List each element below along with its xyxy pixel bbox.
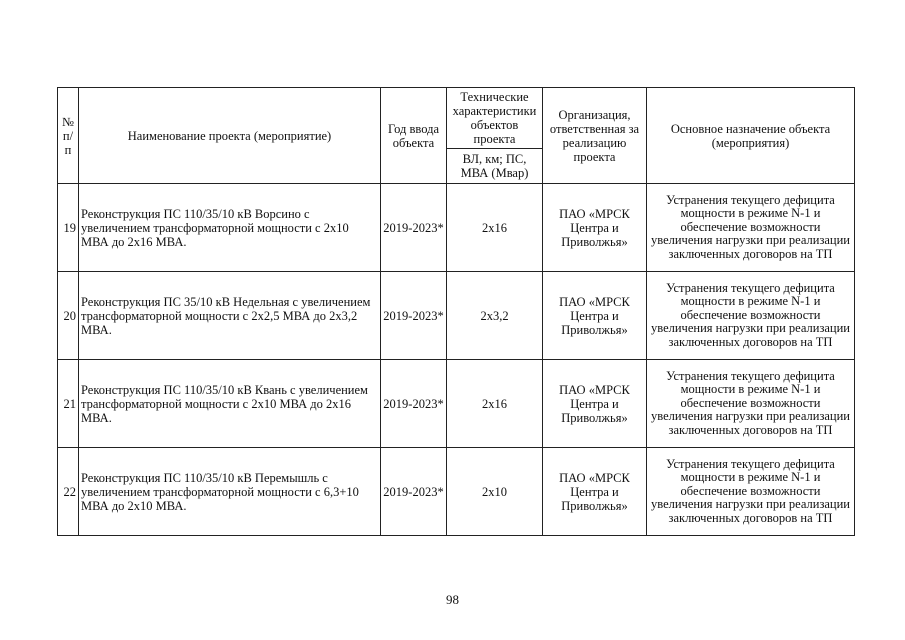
row-purpose: Устранения текущего дефицита мощности в режиме N-1 и обеспечение возможности увеличения нагрузки при реализации заключенных договоров на ТП xyxy=(647,184,855,272)
row-name: Реконструкция ПС 110/35/10 кВ Квань с увеличением трансформаторной мощности с 2х10 МВА до 2х16 МВА. xyxy=(79,360,381,448)
row-year: 2019-2023* xyxy=(381,272,447,360)
projects-table xyxy=(57,87,855,536)
row-org: ПАО «МРСК Центра и Приволжья» xyxy=(543,360,647,448)
row-tech: 2х10 xyxy=(447,448,543,536)
table-row xyxy=(58,360,855,448)
header-tech: Технические характеристики объектов проекта xyxy=(447,88,543,149)
row-purpose: Устранения текущего дефицита мощности в режиме N-1 и обеспечение возможности увеличения нагрузки при реализации заключенных договоров на ТП xyxy=(647,272,855,360)
row-purpose: Устранения текущего дефицита мощности в режиме N-1 и обеспечение возможности увеличения нагрузки при реализации заключенных договоров на ТП xyxy=(647,360,855,448)
header-row xyxy=(58,88,855,149)
row-name: Реконструкция ПС 35/10 кВ Недельная с увеличением трансформаторной мощности с 2х2,5 МВА до 2х3,2 МВА. xyxy=(79,272,381,360)
row-num: 19 xyxy=(58,184,79,272)
table-row xyxy=(58,272,855,360)
row-tech: 2х16 xyxy=(447,360,543,448)
table-row xyxy=(58,448,855,536)
header-purpose: Основное назначение объекта (мероприятия) xyxy=(647,88,855,184)
row-name: Реконструкция ПС 110/35/10 кВ Перемышль с увеличением трансформаторной мощности с 6,3+10 МВА до 2х10 МВА. xyxy=(79,448,381,536)
header-num: № п/п xyxy=(58,88,79,184)
row-purpose: Устранения текущего дефицита мощности в режиме N-1 и обеспечение возможности увеличения нагрузки при реализации заключенных договоров на ТП xyxy=(647,448,855,536)
row-org: ПАО «МРСК Центра и Приволжья» xyxy=(543,448,647,536)
row-tech: 2х16 xyxy=(447,184,543,272)
row-year: 2019-2023* xyxy=(381,448,447,536)
row-org: ПАО «МРСК Центра и Приволжья» xyxy=(543,184,647,272)
row-num: 21 xyxy=(58,360,79,448)
row-num: 20 xyxy=(58,272,79,360)
header-name: Наименование проекта (мероприятие) xyxy=(79,88,381,184)
row-year: 2019-2023* xyxy=(381,360,447,448)
row-org: ПАО «МРСК Центра и Приволжья» xyxy=(543,272,647,360)
header-tech-units: ВЛ, км; ПС, МВА (Мвар) xyxy=(447,149,543,184)
header-org: Организация, ответственная за реализацию проекта xyxy=(543,88,647,184)
row-year: 2019-2023* xyxy=(381,184,447,272)
table-row xyxy=(58,184,855,272)
row-tech: 2х3,2 xyxy=(447,272,543,360)
row-name: Реконструкция ПС 110/35/10 кВ Ворсино с увеличением трансформаторной мощности с 2х10 МВА до 2х16 МВА. xyxy=(79,184,381,272)
page-number: 98 xyxy=(446,592,459,607)
row-num: 22 xyxy=(58,448,79,536)
header-year: Год ввода объекта xyxy=(381,88,447,184)
